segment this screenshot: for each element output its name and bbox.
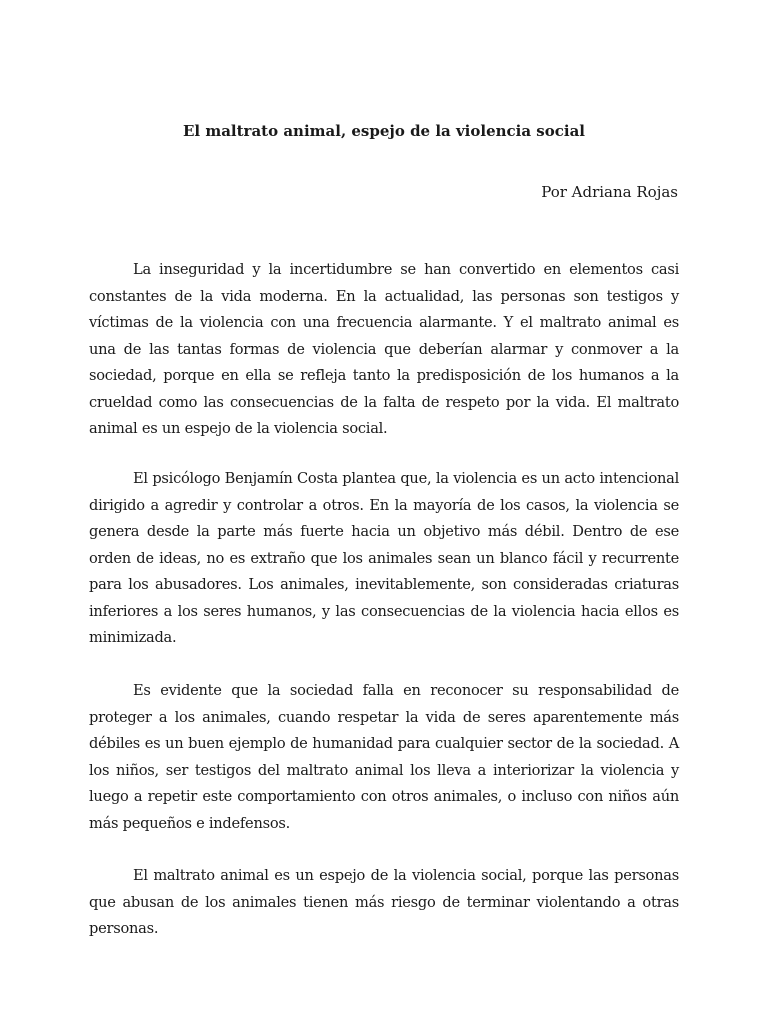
paragraph-1: La inseguridad y la incertidumbre se han convertido en elementos casi constantes de la vida moderna. En la actualidad, las personas son testigos y víctimas de la violencia con una frecuencia alarmante. Y el maltrato animal es una de las tantas formas de violencia que deberían alarmar y conmover a la sociedad, porque en ella se refleja tanto la predisposición de los humanos a la crueldad como las consecuencias de la falta de respeto por la vida. El maltrato animal es un espejo de la violencia social. (89, 261, 679, 437)
author-byline: Por Adriana Rojas (541, 183, 678, 201)
document-title: El maltrato animal, espejo de la violencia social (182, 122, 585, 140)
paragraph-3: Es evidente que la sociedad falla en reconocer su responsabilidad de proteger a los animales, cuando respetar la vida de seres aparentemente más débiles es un buen ejemplo de humanidad para cualquier sector de la sociedad. A los niños, ser testigos del maltrato animal los lleva a interiorizar la violencia y luego a repetir este comportamiento con otros animales, o incluso con niños aún más pequeños e indefensos. (89, 682, 679, 832)
paragraph-4: El maltrato animal es un espejo de la violencia social, porque las personas que abusan de los animales tienen más riesgo de terminar violentando a otras personas. (89, 867, 679, 937)
paragraph-2: El psicólogo Benjamín Costa plantea que, la violencia es un acto intencional dirigido a agredir y controlar a otros. En la mayoría de los casos, la violencia se genera desde la parte más fuerte hacia un objetivo más débil. Dentro de ese orden de ideas, no es extraño que los animales sean un blanco fácil y recurrente para los abusadores. Los animales, inevitablemente, son consideradas criaturas inferiores a los seres humanos, y las consecuencias de la violencia hacia ellos es minimizada. (89, 470, 679, 646)
